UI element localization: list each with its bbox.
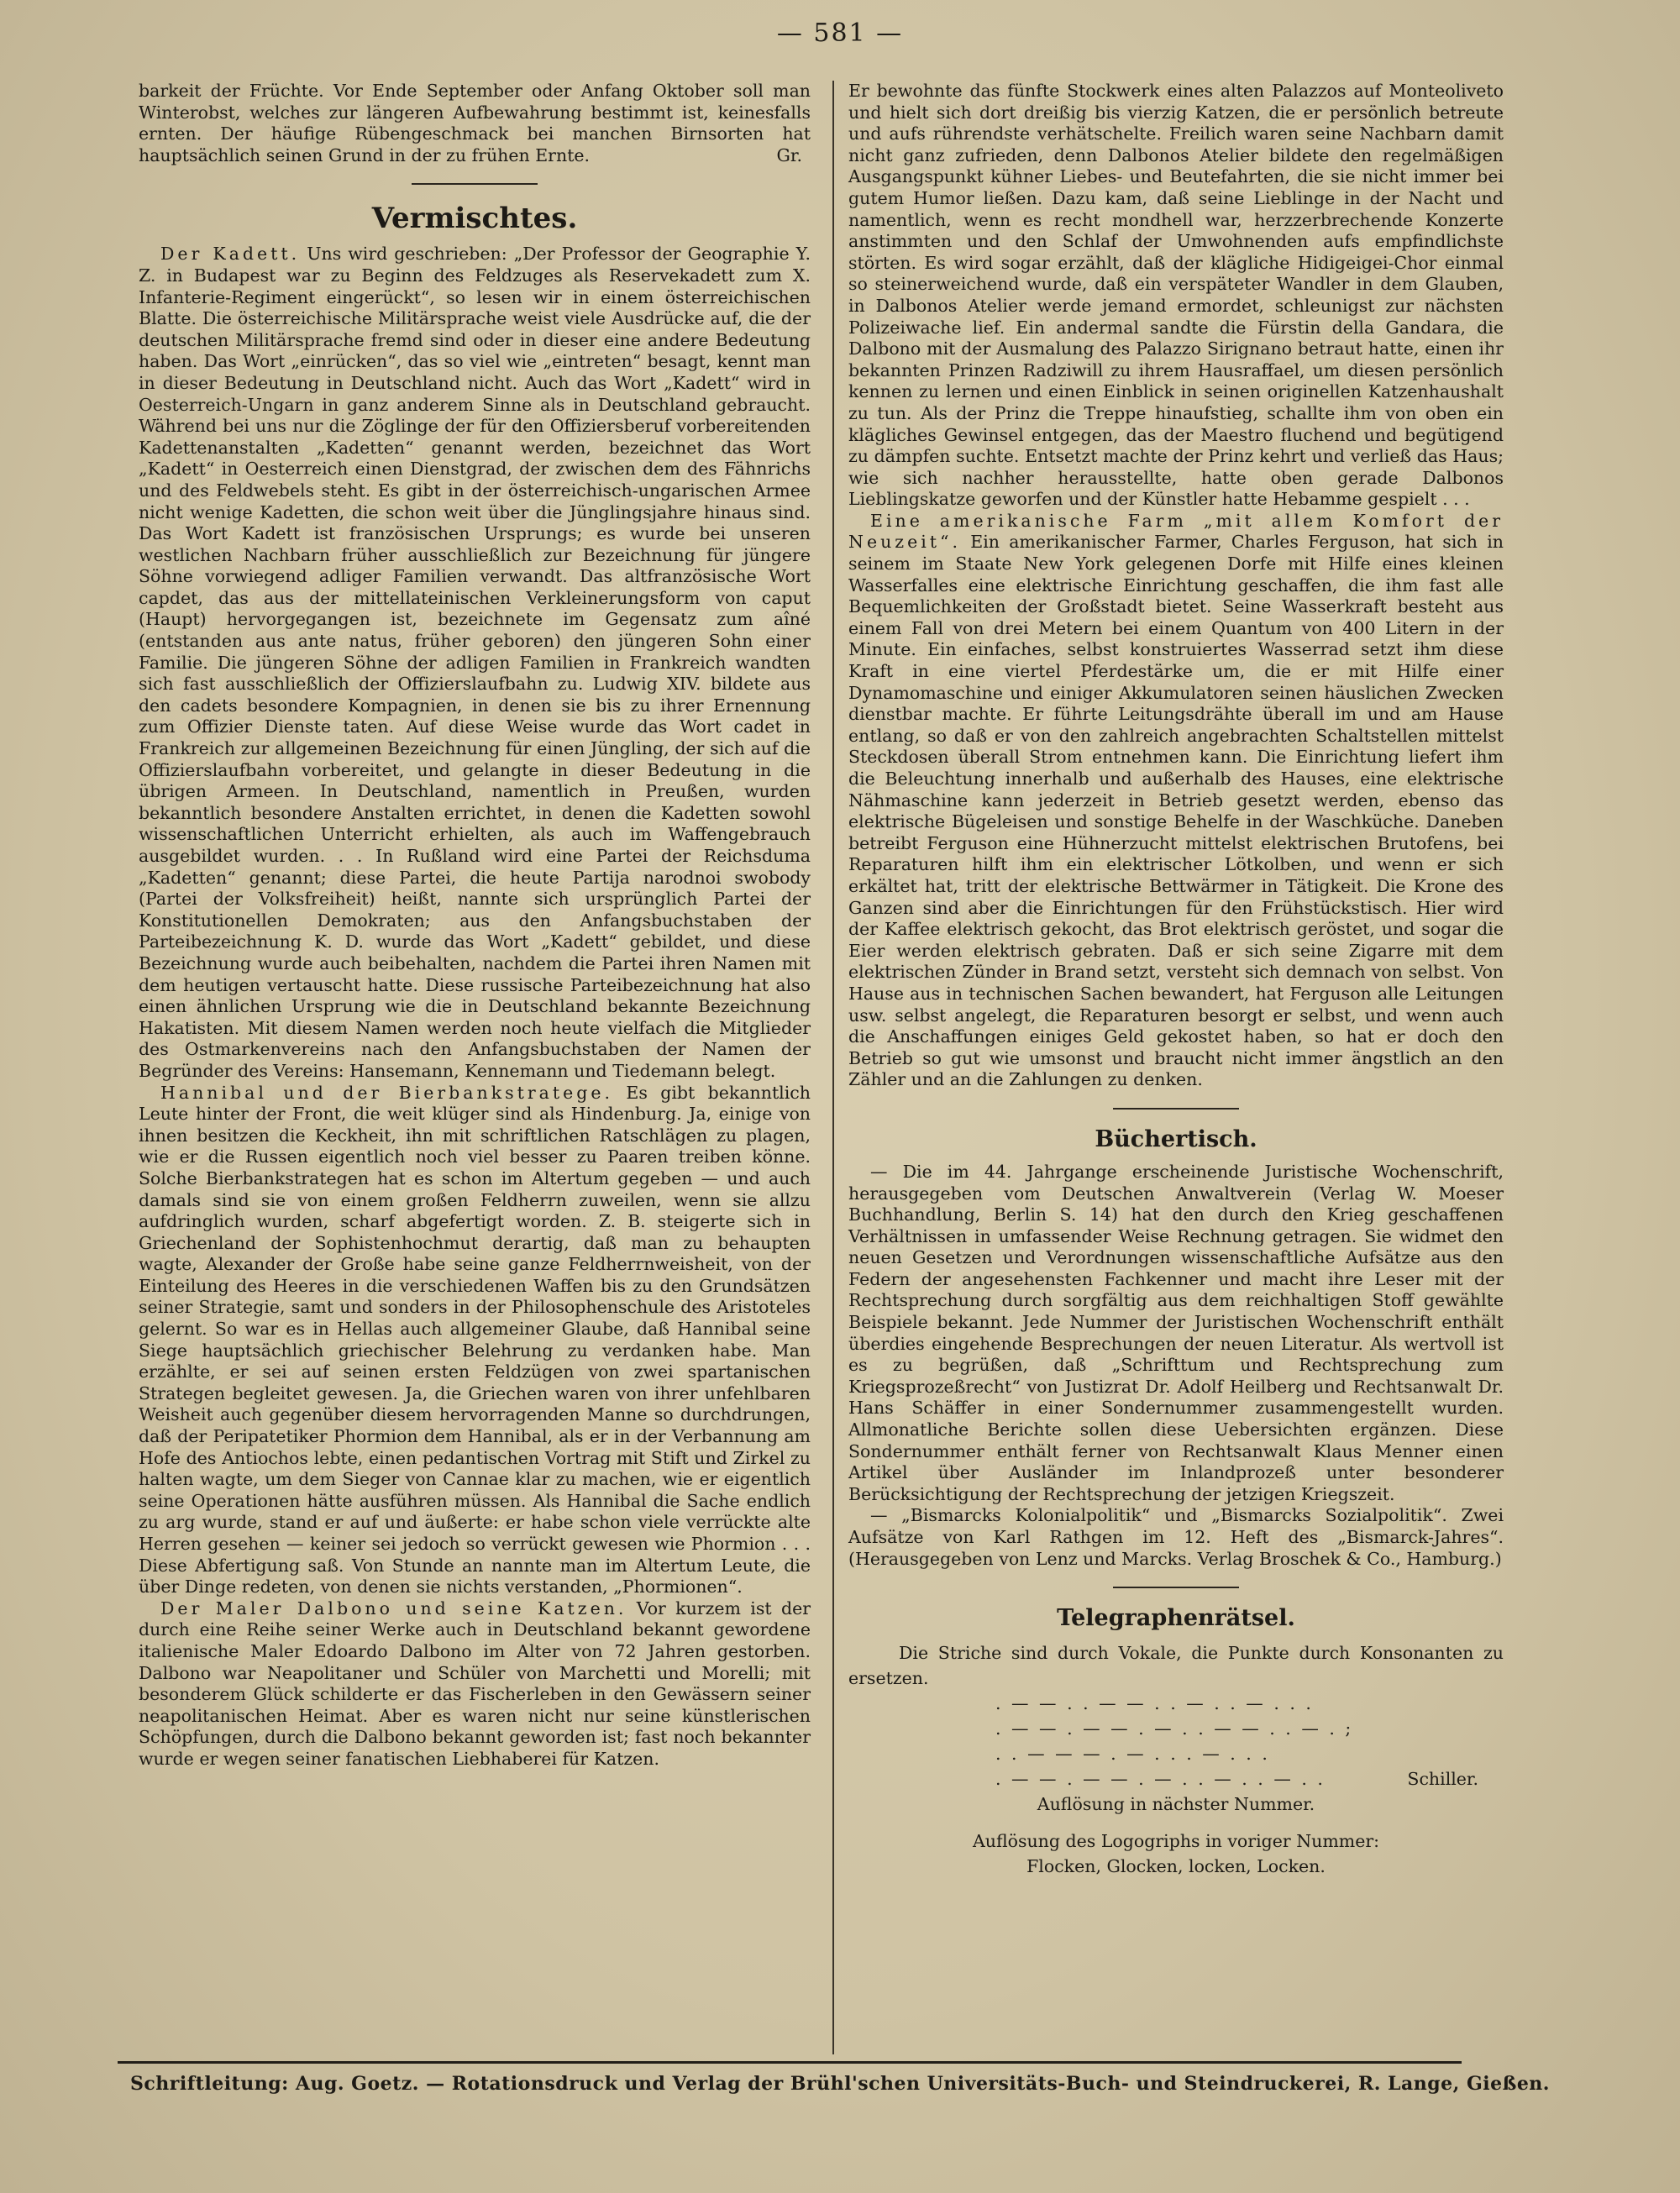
article-dalbono — [139, 1598, 811, 1771]
left-column — [139, 81, 811, 2059]
book-review-1: — Die im 44. Jahrgange erscheinende Juristische Wochenschrift, herausgegeben vom Deutschen Anwaltverein (Verlag W. Moeser Buchhandlung, Berlin S. 14) hat den durch den Krieg geschaffenen Verhältnissen in umfassender Weise Rechnung getragen. Sie widmet den neuen Gesetzen und Verordnungen wissenschaftliche Aufsätze aus den Federn der angesehensten Fachkenner und macht ihre Leser mit der Rechtsprechung durch sorgfältig aus dem reichhaltigen Stoff gewählte Beispiele bekannt. Jede Nummer der Juristischen Wochenschrift enthält überdies eingehende Besprechungen der neuen Literatur. Als wertvoll ist es zu begrüßen, daß „Schrifttum und Rechtsprechung zum Kriegsprozeßrecht“ von Justizrat Dr. Adolf Heilberg und Rechtsanwalt Dr. Hans Schäffer in einer Sondernummer zusammengestellt wurden. Allmonatliche Berichte sollen diese Uebersichten ergänzen. Diese Sondernummer enthält ferner von Rechtsanwalt Klaus Menner einen Artikel über Ausländer im Inlandprozeß unter besonderer Berücksichtigung der Rechtsprechung der jetzigen Kriegszeit. — [848, 1161, 1504, 1504]
article-dalbono-continued: Er bewohnte das fünfte Stockwerk eines alten Palazzos auf Monteoliveto und hielt sich dort dreißig bis vierzig Katzen, die er persönlich betreute und aufs rührendste verhätschelte. Freilich waren seine Nachbarn damit nicht ganz zufrieden, denn Dalbonos Atelier bildete den regelmäßigen Ausgangspunkt kühner Liebes- und Beutefahrten, die sie nicht immer bei gutem Humor ließen. Dazu kam, daß seine Lieblinge in der Nacht und namentlich, wenn es recht mondhell war, herzzerbrechende Konzerte anstimmten und den Schlaf der Umwohnenden aufs empfindlichste störten. Es wird sogar erzählt, daß der klägliche Hidigeigei-Chor einmal so steinerweichend wurde, daß ein verspäteter Wandler in dem Glauben, in Dalbonos Atelier werde jemand ermordet, schleunigst zur nächsten Polizeiwache lief. Ein andermal sandte die Fürstin della Gandara, die Dalbono mit der Ausmalung des Palazzo Sirignano betraut hatte, einen ihr bekannten Prinzen Radziwill zu ihrem Hausraffael, um diesen persönlich kennen zu lernen und einen Einblick in seinen originellen Katzenhaushalt zu tun. Als der Prinz die Treppe hinaufstieg, schallte ihm von oben ein klägliches Gewinsel entgegen, das der Maestro fluchend und begütigend zu dämpfen suchte. Entsetzt machte der Prinz kehrt und verließ das Haus; wie sich nachher herausstellte, hatte oben gerade Dalbonos Lieblingskatze geworfen und der Künstler hatte Hebamme gespielt . . . — [848, 81, 1504, 510]
book-review-2: — „Bismarcks Kolonialpolitik“ und „Bismarcks Sozialpolitik“. Zwei Aufsätze von Karl Rathgen im 12. Heft des „Bismarck-Jahres“. (Herausgegeben von Lenz und Marcks. Verlag Broschek & Co., Hamburg.) — [848, 1505, 1504, 1569]
section-divider — [412, 183, 538, 185]
footer-rule — [118, 2061, 1462, 2064]
telegraph-riddle — [848, 1603, 1504, 1879]
section-divider — [1113, 1108, 1239, 1110]
imprint-line: Schriftleitung: Aug. Goetz. — Rotationsdruck und Verlag der Brühl'schen Universitäts-Buch- und Steindruckerei, R. Lange, Gießen. — [130, 2073, 1550, 2095]
riddle-solution-note: Auflösung in nächster Nummer. — [1037, 1794, 1315, 1815]
riddle-author: Schiller. — [1407, 1769, 1478, 1790]
article-kadett — [139, 244, 811, 1082]
section-title-raetsel: Telegraphenrätsel. — [1057, 1605, 1295, 1632]
article-farm — [848, 511, 1504, 1091]
column-divider — [832, 81, 834, 2054]
section-title-buechertisch: Büchertisch. — [1095, 1125, 1257, 1152]
fruit-article-text: barkeit der Früchte. Vor Ende September oder Anfang Oktober soll man Winterobst, welches zur längeren Aufbewahrung bestimmt ist, keinesfalls ernten. Der häufige Rübengeschmack bei manchen Birnsorten hat hauptsächlich seinen Grund in der zu frühen Ernte. — [139, 81, 811, 165]
riddle-line: . — — . — — . — . . — — . . — . ; — [995, 1718, 1354, 1739]
article-text: Vor kurzem ist der durch eine Reihe seiner Werke auch in Deutschland bekannt gewordene italienische Maler Edoardo Dalbono im Alter von 72 Jahren gestorben. Dalbono war Neapolitaner und Schüler von Marchetti und Morelli; mit besonderem Glück schilderte er das Fischerleben in den Gewässern seiner neapolitanischen Heimat. Aber es waren nicht nur seine künstlerischen Schöpfungen, durch die Dalbono bekannt geworden ist; fast noch bekannter wurde er wegen seiner fanatischen Liebhaberei für Katzen. — [139, 1598, 811, 1769]
article-text: Uns wird geschrieben: „Der Professor der Geographie Y. Z. in Budapest war zu Beginn des Feldzuges als Reservekadett zum X. Infanterie-Regiment eingerückt“, so lesen wir in einem österreichischen Blatte. Die österreichische Militärsprache weist viele Ausdrücke auf, die der deutschen Militärsprache fremd sind oder in dieser eine andere Bedeutung haben. Das Wort „einrücken“, das so viel wie „eintreten“ besagt, kennt man in dieser Bedeutung in Deutschland nicht. Auch das Wort „Kadett“ wird in Oesterreich-Ungarn in ganz anderem Sinne als in Deutschland gebraucht. Während bei uns nur die Zöglinge der für den Offiziersberuf vorbereitenden Kadettenanstalten „Kadetten“ genannt werden, bezeichnet das Wort „Kadett“ in Oesterreich einen Dienstgrad, der zwischen dem des Fähnrichs und des Feldwebels steht. Es gibt in der österreichisch-ungarischen Armee nicht wenige Kadetten, die schon weit über die Jünglingsjahre hinaus sind. Das Wort Kadett ist französischen Ursprungs; es wurde bei unseren westlichen Nachbarn früher ausschließlich zur Bezeichnung für jüngere Söhne vorwiegend adliger Familien verwandt. Das altfranzösische Wort capdet, das aus der mittellateinischen Verkleinerungsform von caput (Haupt) hervorgegangen ist, bezeichnete im Gegensatz zum aîné (entstanden aus ante natus, früher geboren) den jüngeren Sohn einer Familie. Die jüngeren Söhne der adligen Familien in Frankreich wandten sich fast ausschließlich der Offizierslaufbahn zu. Ludwig XIV. bildete aus den cadets besondere Kompagnien, in denen sie bis zu ihrer Ernennung zum Offizier Dienste taten. Auf diese Weise wurde das Wort cadet in Frankreich zur allgemeinen Bezeichnung für einen Jüngling, der sich auf die Offizierslaufbahn vorbereitet, und gelangte in dieser Bedeutung in die übrigen Armeen. In Deutschland, namentlich in Preußen, wurden bekanntlich besondere Anstalten errichtet, in denen die Kadetten sowohl wissenschaftlichen Unterricht erhielten, als auch im Waffengebrauch ausgebildet wurden. . . In Rußland wird eine Partei der Reichsduma „Kadetten“ genannt; diese Partei, die heute Partija narodnoi swobody (Partei der Volksfreiheit) heißt, nannte sich ursprünglich Partei der Konstitutionellen Demokraten; aus den Anfangsbuchstaben der Parteibezeichnung K. D. wurde das Wort „Kadett“ gebildet, und diese Bezeichnung wurde auch beibehalten, nachdem die Partei ihren Namen mit dem heutigen vertauscht hatte. Diese russische Parteibezeichnung hat also einen ähnlichen Ursprung wie die in Deutschland bekannte Bezeichnung Hakatisten. Mit diesem Namen werden noch heute vielfach die Mitglieder des Ostmarkenvereins nach den Anfangsbuchstaben der Namen der Begründer des Vereins: Hansemann, Kennemann und Tiedemann belegt. — [139, 244, 811, 1081]
article-heading: Eine amerikanische Farm „mit allem Komfort der Neuzeit“. — [848, 510, 1504, 553]
previous-solution-words: Flocken, Glocken, locken, Locken. — [1026, 1856, 1326, 1877]
right-column — [848, 81, 1504, 2059]
article-text: Es gibt bekanntlich Leute hinter der Front, die weit klüger sind als Hindenburg. Ja, einige von ihnen besitzen die Keckheit, ihn mit schriftlichen Ratschlägen zu plagen, wie er die Russen eigentlich noch viel besser zu Paaren treiben könne. Solche Bierbankstrategen hat es schon im Altertum gegeben — und auch damals sind sie von einem großen Feldherrn zuweilen, wenn sie allzu aufdringlich wurden, scharf abgefertigt worden. Z. B. steigerte sich in Griechenland der Sophistenhochmut derartig, daß man zu behaupten wagte, Alexander der Große habe seine ganze Feldherrnweisheit, von der Einteilung des Heeres in die verschiedenen Waffen bis zu den Grundsätzen seiner Strategie, samt und sonders in der Philosophenschule des Aristoteles gelernt. So war es in Hellas auch allgemeiner Glaube, daß Hannibal seine Siege hauptsächlich griechischer Belehrung zu verdanken habe. Man erzählte, er sei auf seinen ersten Feldzügen von zwei spartanischen Strategen begleitet gewesen. Ja, die Griechen waren von ihrer unfehlbaren Weisheit auch gegenüber diesem hervorragenden Manne so durchdrungen, daß der Peripatetiker Phormion dem Hannibal, als er in der Verbannung am Hofe des Antiochos lebte, einen pedantischen Vortrag mit Stift und Zirkel zu halten wagte, um dem Sieger von Cannae klar zu machen, wie er eigentlich seine Operationen hätte ausführen müssen. Als Hannibal die Sache endlich zu arg wurde, stand er auf und äußerte: er habe schon viele verrückte alte Herren gesehen — keiner sei jedoch so verrückt gewesen wie Phormion . . . Diese Abfertigung saß. Von Stunde an nannte man im Altertum Leute, die über Dinge redeten, von denen sie nichts verstanden, „Phormionen“. — [139, 1082, 811, 1598]
riddle-line-last — [848, 1766, 1504, 1792]
article-heading: Der Maler Dalbono und seine Katzen. — [160, 1598, 627, 1619]
article-heading: Hannibal und der Bierbankstratege. — [160, 1082, 614, 1103]
riddle-line: . — — . . — — . . — . . — . . . — [995, 1693, 1314, 1714]
riddle-instructions: Die Striche sind durch Vokale, die Punkte durch Konsonanten zu ersetzen. — [848, 1643, 1504, 1689]
riddle-line: . . — — — . — . . . — . . . — [995, 1744, 1270, 1765]
article-text: Ein amerikanischer Farmer, Charles Ferguson, hat sich in seinem im Staate New York gelegenen Dorfe mit Hilfe eines kleinen Wasserfalles eine elektrische Einrichtung geschaffen, die ihm fast alle Bequemlichkeiten der Großstadt bietet. Seine Wasserkraft besteht aus einem Fall von drei Metern bei einem Quantum von 400 Litern in der Minute. Ein einfaches, selbst konstruiertes Wasserrad setzt ihm diese Kraft in eine viertel Pferdestärke um, die er mit Hilfe einer Dynamomaschine und einiger Akkumulatoren seinen häuslichen Zwecken dienstbar machte. Er führte Leitungsdrähte überall im und am Hause entlang, so daß er von den zahlreich angebrachten Schaltstellen mittelst Steckdosen überall Strom entnehmen kann. Die Einrichtung liefert ihm die Beleuchtung innerhalb und außerhalb des Hauses, eine elektrische Nähmaschine kann jederzeit in Betrieb gesetzt werden, ebenso das elektrische Bügeleisen und sonstige Behelfe in der Waschküche. Daneben betreibt Ferguson eine Hühnerzucht mittelst elektrischen Brutofens, bei Reparaturen hilft ihm ein elektrischer Lötkolben, und wenn er sich erkältet hat, tritt der elektrische Bettwärmer in Tätigkeit. Die Krone des Ganzen sind aber die Einrichtungen für den Frühstückstisch. Hier wird der Kaffee elektrisch gekocht, das Brot elektrisch geröstet, und sogar die Eier werden elektrisch gebraten. Daß er sich seine Zigarre mit dem elektrischen Zünder in Brand setzt, versteht sich demnach von selbst. Von Hause aus in technischen Sachen bewandert, hat Ferguson alle Leitungen usw. selbst angelegt, die Reparaturen besorgt er selbst, und wenn auch die Anschaffungen einiges Geld gekostet haben, so hat er doch den Betrieb so gut wie umsonst und braucht nicht immer ängstlich an den Zähler und an die Zahlungen zu denken. — [848, 532, 1504, 1090]
riddle-line: . — — . — — . — . . — . . — . . — [995, 1769, 1326, 1790]
section-title-vermischtes: Vermischtes. — [371, 202, 578, 236]
previous-solution-label: Auflösung des Logogriphs in voriger Nummer: — [972, 1831, 1380, 1852]
section-divider — [1113, 1587, 1239, 1588]
fruit-article-end — [139, 81, 811, 166]
article-heading: Der Kadett. — [160, 244, 301, 265]
author-signoff: Gr. — [776, 144, 802, 165]
article-hannibal — [139, 1083, 811, 1598]
page-number: — 581 — — [776, 18, 904, 48]
